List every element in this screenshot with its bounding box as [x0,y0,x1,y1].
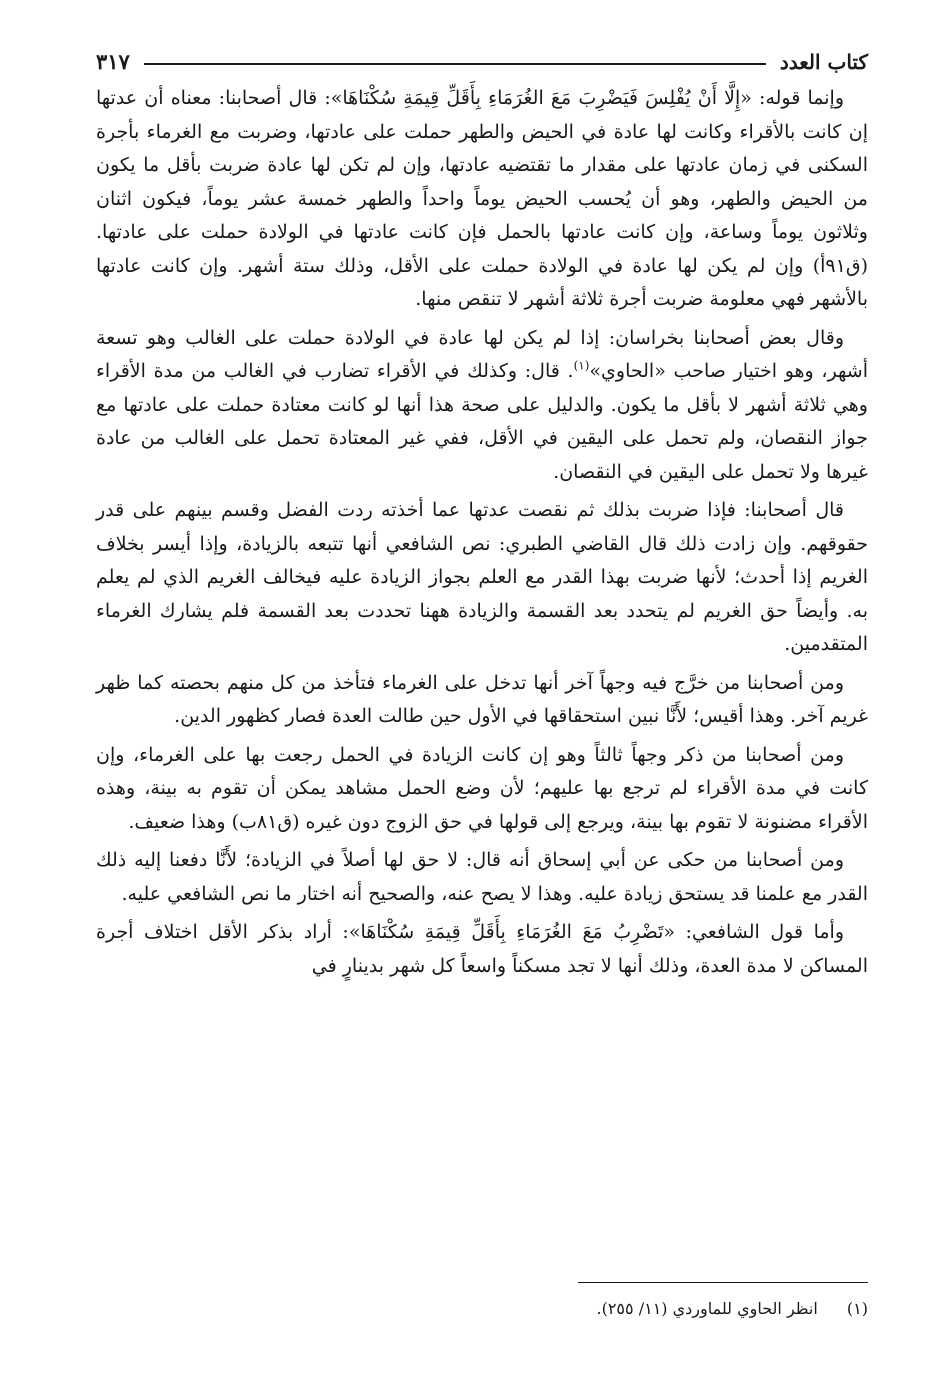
paragraph-5: ومن أصحابنا من ذكر وجهاً ثالثاً وهو إن كانت الزيادة في الحمل رجعت بها على الغرماء، وإن كانت في مدة الأقراء لم ترجع بها عليهم؛ لأن وضع الحمل مشاهد يمكن أن تقوم به بينة، وهذه الأقراء مضنونة لا تقوم بها بينة، ويرجع إلى قولها في حق الزوج دون غيره (ق٨١ب) وهذا ضعيف. [96,743,868,833]
paragraph-2-head: وقال بعض أصحابنا بخراسان: إذا لم يكن لها عادة في الولادة حملت على الغالب وهو تسعة أشهر، وهو اختيار صاحب «الحاوي» [96,326,869,382]
footnote [96,1296,868,1322]
main-text [96,82,868,983]
paragraph-2-tail: . قال: وكذلك في الأقراء تضارب في الغالب من مدة الأقراء وهي ثلاثة أشهر لا بأقل ما يكون. والدليل على صحة هذا أنها لو كانت معتادة حملت على عادتها مع جواز النقصان، ولم تحمل على اليقين في الأقل، ففي غير المعتادة تحمل على الغالب من عادة غيرها ولا تحمل على اليقين في النقصان. [96,360,868,483]
page-number: ٣١٧ [96,49,130,74]
paragraph-4: ومن أصحابنا من خرَّج فيه وجهاً آخر أنها تدخل على الغرماء فتأخذ من كل منهم بحصته كما ظهر غريم آخر. وهذا أقيس؛ لأَنَّا نبين استحقاقها في الأول حين طالت العدة فصار كظهور الدين. [96,671,868,727]
paragraph-1: وإنما قوله: «إِلَّا أَنْ يُفْلِسَ فَيَضْرِبَ مَعَ الغُرَمَاءِ بِأَقَلِّ قِيمَةِ سُكْنَاهَا»: قال أصحابنا: معناه أن عدتها إن كانت بالأقراء وكانت لها عادة في الحيض والطهر حملت على عادتها، وضربت مع الغرماء بأجرة السكنى في زمان عادتها على مقدار ما تقتضيه عادتها، وإن لم تكن لها عادة ضربت بأقل ما يكون من الحيض والطهر، وهو أن يُحسب الحيض يوماً واحداً والطهر خمسة عشر يوماً، فيكون اثنان وثلاثون يوماً وساعة، وإن كانت عادتها بالحمل فإن كانت عادتها في الولادة حملت على عادتها. (ق٩١أ) وإن لم يكن لها عادة في الولادة حملت على الأقل، وذلك ستة أشهر. وإن كانت عادتها بالأشهر فهي معلومة ضربت أجرة ثلاثة أشهر لا تنقص منها. [96,87,868,310]
footnote-divider [578,1282,868,1283]
paragraph-3: قال أصحابنا: فإذا ضربت بذلك ثم نقصت عدتها عما أخذته ردت الفضل وقسم بينهم على قدر حقوقهم. وإن زادت ذلك قال القاضي الطبري: نص الشافعي أنها تتبعه بالزيادة، وإذا أيسر بخلاف الغريم إذا أحدث؛ لأنها ضربت بهذا القدر مع العلم بجواز الزيادة عليه فيخالف الغريم الذي لم يعلم به. وأيضاً حق الغريم لم يتحدد بعد القسمة والزيادة ههنا تحددت بعد القسمة فلم يشارك الغرماء المتقدمين. [96,499,868,655]
footnote-reference: (١) [573,358,590,373]
header-rule [144,63,766,65]
chapter-title: كتاب العدد [779,50,868,74]
running-header [96,38,868,74]
footnote-text: انظر الحاوي للماوردي (١١/ ٢٥٥). [596,1299,818,1318]
paragraph-6: ومن أصحابنا من حكى عن أبي إسحاق أنه قال: لا حق لها أصلاً في الزيادة؛ لأَنَّا دفعنا إليه ذلك القدر مع علمنا قد يستحق زيادة عليه. وهذا لا يصح عنه، والصحيح أنه اختار ما نص الشافعي عليه. [96,849,868,905]
footnote-number: (١) [846,1299,868,1318]
paragraph-2 [96,322,868,490]
paragraph-7: وأما قول الشافعي: «تَضْرِبُ مَعَ الغُرَمَاءِ بِأَقَلِّ قِيمَةِ سُكْنَاهَا»: أراد بذكر الأقل اختلاف أجرة المساكن لا مدة العدة، وذلك أنها لا تجد مسكناً واسعاً كل شهر بدينارٍ في [96,921,868,977]
